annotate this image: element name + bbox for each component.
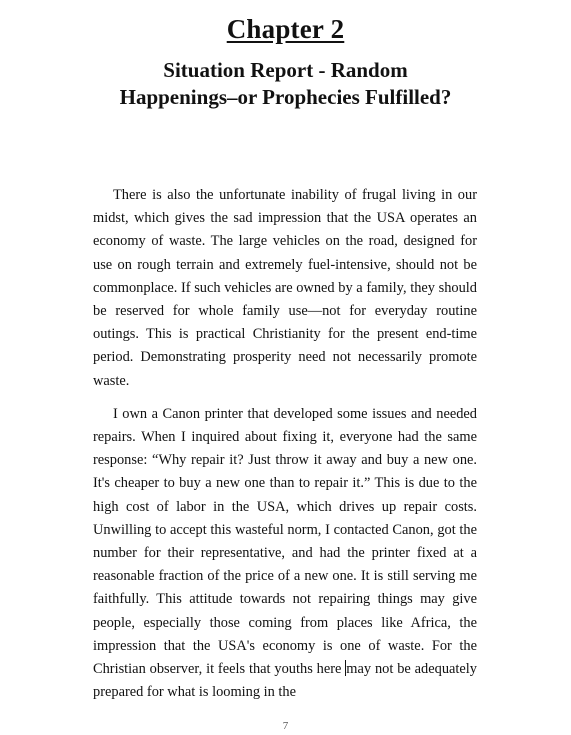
paragraph-1: There is also the unfortunate inability of frugal living in our midst, which gives the sad impression that the USA operates an economy of waste. The large vehicles on the road, designed for use on rough terrain and extremely fuel-intensive, should not be commonplace. If such vehicles are owned by a family, they should be reserved for whole family use—not for everyday routine outings. This is practical Christianity for the present end-time period. Demonstrating prosperity need not necessarily promote waste. (93, 187, 477, 389)
page-number: 7 (282, 720, 289, 732)
chapter-subtitle (60, 57, 511, 111)
paragraph-2-text-end: may not be adequately prepared for what is looming in the (93, 661, 477, 701)
subtitle-line-2: Happenings–or Prophecies Fulfilled? (119, 85, 452, 109)
body-text[interactable] (93, 184, 477, 704)
chapter-title: Chapter 2 (226, 14, 345, 44)
subtitle-line-1: Situation Report - Random (163, 58, 408, 82)
paragraph-2-text-start: I own a Canon printer that developed some issues and needed repairs. When I inquired about fixing it, everyone had the same response: “Why repair it? Just throw it away and buy a new one. It's cheaper to buy a new one than to repair it.” This is due to the high cost of labor in the USA, which drives up repair costs. Unwilling to accept this wasteful norm, I contacted Canon, got the number for their representative, and had the printer fixed at a reasonable fraction of the price of a new one. It is still serving me faithfully. This attitude towards not repairing things may give people, especially those coming from places like Africa, the impression that the USA's economy is one of waste. For the Christian observer, it feels that youths here (93, 405, 477, 678)
paragraph-2 (93, 403, 477, 705)
